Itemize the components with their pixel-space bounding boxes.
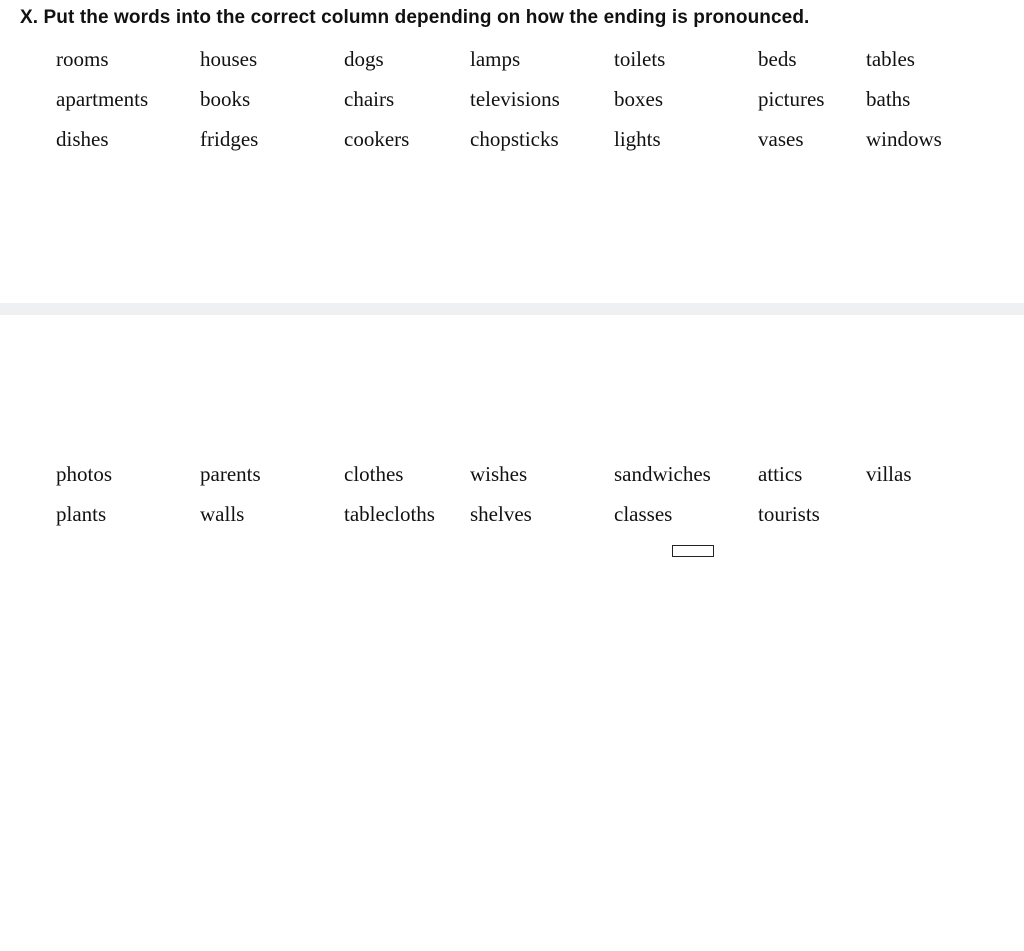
word-item: classes — [614, 502, 673, 526]
word-item: walls — [200, 502, 245, 526]
word-item: shelves — [470, 502, 532, 526]
word-item: fridges — [200, 127, 259, 151]
word-item: apartments — [56, 87, 149, 111]
word-item: dishes — [56, 127, 109, 151]
exercise-instruction: X. Put the words into the correct column depending on how the ending is pronounced. — [20, 7, 810, 28]
word-item: windows — [866, 127, 942, 151]
word-item: lamps — [470, 47, 521, 71]
word-item: clothes — [344, 462, 404, 486]
word-item: sandwiches — [614, 462, 711, 486]
word-item: tables — [866, 47, 915, 71]
word-item: plants — [56, 502, 107, 526]
empty-text-box[interactable] — [672, 545, 714, 557]
word-item: lights — [614, 127, 661, 151]
word-item: houses — [200, 47, 258, 71]
word-item: boxes — [614, 87, 663, 111]
word-item: books — [200, 87, 251, 111]
word-item: cookers — [344, 127, 410, 151]
word-item: vases — [758, 127, 804, 151]
word-item: attics — [758, 462, 803, 486]
word-item: villas — [866, 462, 912, 486]
word-item: chopsticks — [470, 127, 559, 151]
word-item: wishes — [470, 462, 528, 486]
word-item: tablecloths — [344, 502, 435, 526]
word-item: televisions — [470, 87, 560, 111]
page-divider — [0, 303, 1024, 315]
word-item: pictures — [758, 87, 825, 111]
word-item: dogs — [344, 47, 384, 71]
word-item: parents — [200, 462, 261, 486]
word-item: rooms — [56, 47, 109, 71]
word-item: baths — [866, 87, 911, 111]
word-item: beds — [758, 47, 797, 71]
word-item: chairs — [344, 87, 395, 111]
word-item: photos — [56, 462, 113, 486]
word-item: toilets — [614, 47, 666, 71]
word-item: tourists — [758, 502, 820, 526]
